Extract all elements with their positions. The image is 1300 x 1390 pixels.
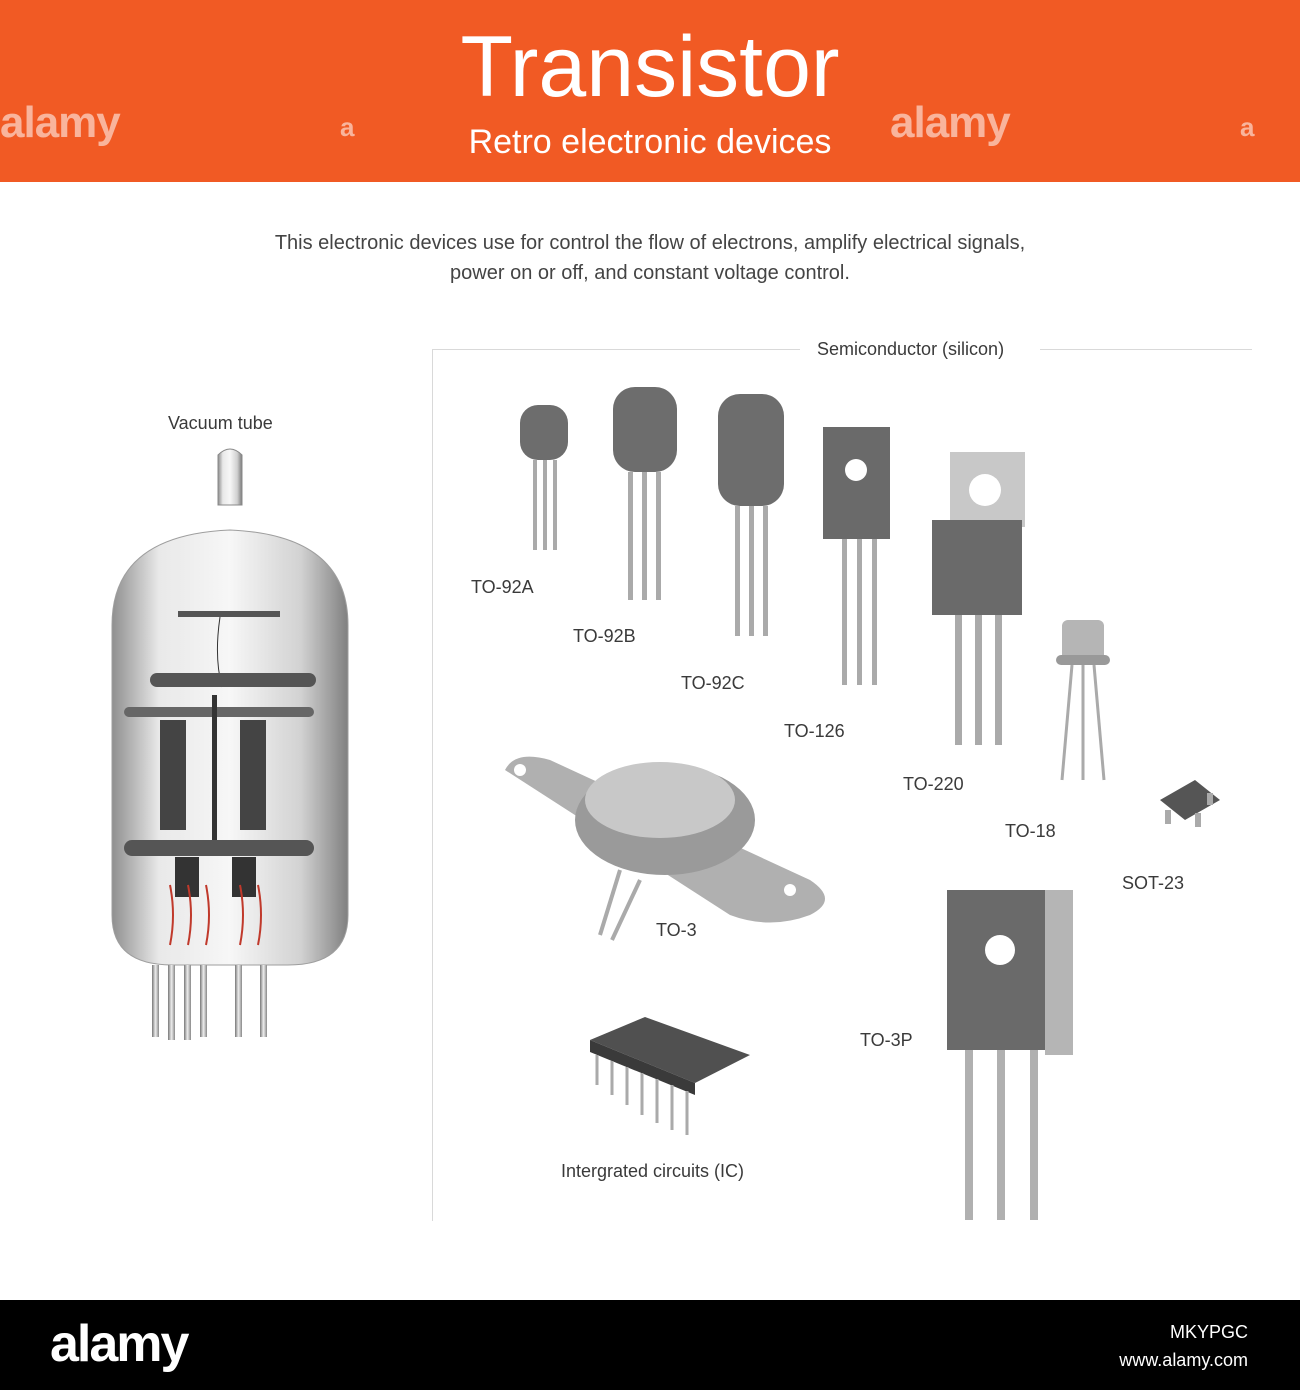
device-label-to-3: TO-3 <box>656 920 697 940</box>
device-label-ic: Intergrated circuits (IC) <box>561 1161 745 1181</box>
footer-image-id: MKYPGC <box>1169 1322 1248 1342</box>
device-label-sot-23: SOT-23 <box>1122 873 1185 893</box>
ic-illustration <box>585 1015 755 1140</box>
to-3-illustration <box>500 740 830 945</box>
sot-23-illustration <box>1155 775 1225 830</box>
panel-divider <box>1040 349 1252 350</box>
device-label-to-126: TO-126 <box>784 721 845 741</box>
panel-divider <box>432 349 433 1221</box>
footer-url: www.alamy.com <box>1119 1350 1248 1370</box>
to-18-illustration <box>1050 615 1120 785</box>
device-label-to-92c: TO-92C <box>681 673 745 693</box>
device-label-to-92b: TO-92B <box>573 626 636 646</box>
to-92a-illustration <box>515 400 575 555</box>
watermark-mark: a <box>340 112 355 142</box>
vacuum-tube-illustration <box>100 445 350 1045</box>
to-3p-illustration <box>945 885 1080 1225</box>
page-title: Transistor <box>460 19 840 115</box>
panel-divider <box>432 349 800 350</box>
to-92c-illustration <box>713 392 788 642</box>
to-220-illustration <box>930 450 1030 750</box>
watermark-mark: a <box>1240 112 1255 142</box>
to-126-illustration <box>820 425 895 690</box>
device-label-to-92a: TO-92A <box>471 577 534 597</box>
device-label-to-220: TO-220 <box>903 774 964 794</box>
to-92b-illustration <box>608 385 683 605</box>
semiconductor-heading: Semiconductor (silicon) <box>817 339 1005 359</box>
footer-bar <box>0 1300 1300 1390</box>
device-label-to-3p: TO-3P <box>860 1030 913 1050</box>
device-label-to-18: TO-18 <box>1005 821 1056 841</box>
vacuum-tube-label: Vacuum tube <box>168 413 273 433</box>
watermark-logo: alamy <box>890 98 1010 147</box>
page-subtitle: Retro electronic devices <box>468 123 832 161</box>
description-text: This electronic devices use for control the flow of electrons, amplify electrical signals, power on or off, and constant voltage control. <box>274 232 1026 284</box>
footer-logo: alamy <box>50 1315 188 1373</box>
watermark-logo: alamy <box>0 98 120 147</box>
